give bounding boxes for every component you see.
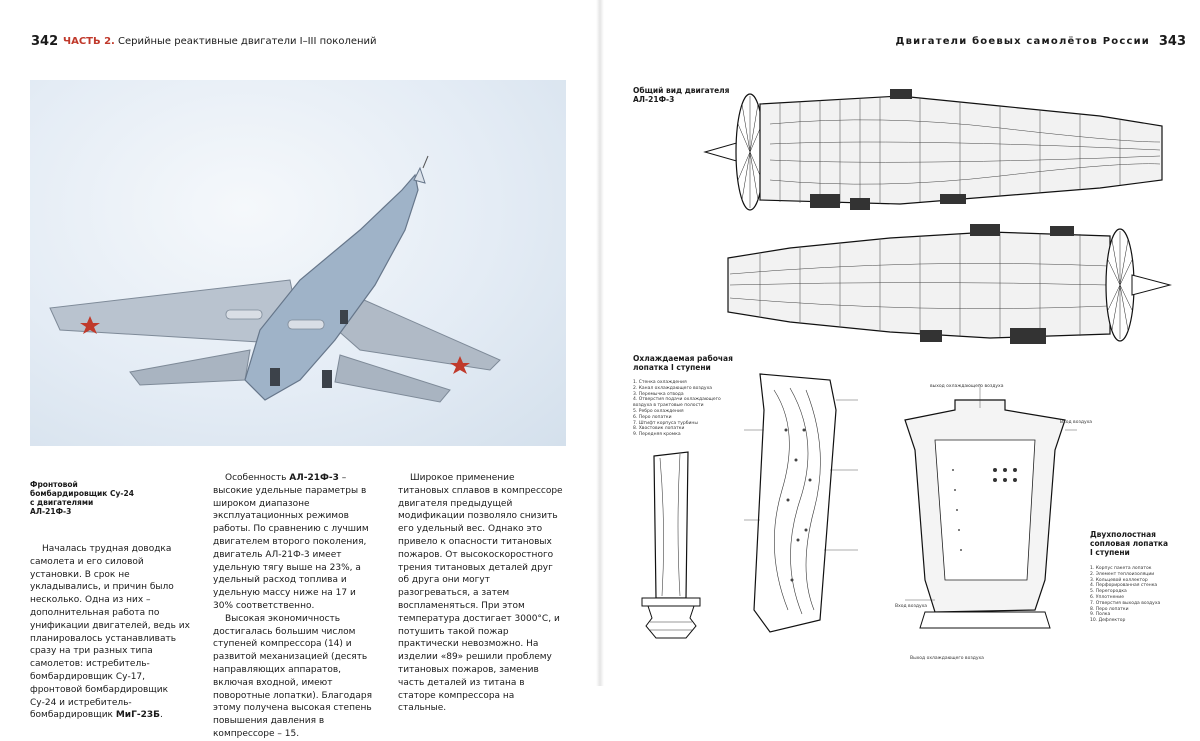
legend-item: 8. Перо лопатки — [1090, 606, 1129, 612]
nozzle-label-side: Вход воздуха — [1060, 420, 1093, 425]
general-view-caption: Общий вид двигателя АЛ-21Ф-3 — [633, 86, 730, 104]
paragraph — [30, 543, 190, 722]
legend-item: 7. Отверстия выхода воздуха — [1090, 600, 1161, 606]
text-column-2 — [213, 472, 375, 741]
legend-item: 1. Стенка охлаждения — [633, 380, 687, 385]
nozzle-legend — [1090, 566, 1195, 624]
legend-item: 2. Канал охлаждающего воздуха — [633, 385, 712, 391]
legend-item: 2. Элемент теплоизоляции — [1090, 571, 1155, 577]
engine-drawing-bottom — [720, 218, 1180, 352]
legend-item: 8. Хвостовик лопатки — [633, 426, 685, 432]
nozzle-label-bottom-left: Вход воздуха — [895, 604, 928, 609]
text-column-1 — [30, 543, 190, 722]
right-page-number: 343 — [1158, 34, 1186, 49]
chapter-label: ЧАСТЬ 2. — [63, 36, 115, 47]
blade-legend — [633, 380, 728, 438]
text-run: . — [159, 710, 163, 721]
nozzle-blade-drawing — [895, 380, 1080, 650]
text-bold: МиГ-23Б — [115, 710, 160, 721]
paragraph: Высокая экономичность достигалась большим числом ступеней компрессора (14) и развитой механизацией (десять направляющих аппаратов, включая входной, имеют поворотные лопатки). Благодаря этому получена высокая степень повышения давления в компрессоре – 15. — [213, 613, 373, 739]
text-bold: АЛ-21Ф-3 — [289, 473, 339, 483]
legend-item: 3. Кольцевой коллектор — [1090, 577, 1148, 583]
blade-outline-drawing — [636, 448, 706, 644]
legend-item: 10. Дефлектор — [1090, 618, 1126, 624]
nozzle-label-top: выход охлаждающего воздуха — [930, 384, 1004, 389]
blade-section-drawing — [740, 370, 870, 640]
aircraft-photo — [30, 80, 566, 446]
legend-item: 3. Перемычка отвода — [633, 391, 684, 397]
right-running-head: Двигатели боевых самолётов России — [895, 36, 1150, 47]
page-gutter — [596, 0, 604, 686]
legend-item: 4. Перфорированная стенка — [1090, 583, 1158, 589]
legend-item: 1. Корпус пакета лопаток — [1090, 566, 1152, 571]
legend-item: 7. Штифт корпуса турбины — [633, 420, 698, 426]
photo-caption: Фронтовой бомбардировщик Су-24 с двигателями АЛ-21Ф-3 — [30, 480, 134, 516]
left-running-head — [63, 36, 377, 47]
left-page-number: 342 — [31, 34, 59, 49]
text-column-3 — [398, 472, 564, 715]
legend-item: воздуха в трактовые полости — [633, 403, 704, 409]
text-run: – высокие удельные параметры в широком диапазоне эксплуатационных режимов работы. По сравнению с лучшим двигателем второго поколения, двигатель АЛ-21Ф-3 имеет удельную тягу выше на 23%, а удельный расход топлива и удельную массу ниже на 17 и 30% соответственно. — [213, 473, 369, 611]
text-run: Особенность — [225, 473, 290, 483]
legend-item: 5. Ребро охлаждения — [633, 408, 684, 414]
text-run: Началась трудная доводка самолета и его силовой установки. В срок не укладывались, и причин было несколько. Одна из них – дополнительная работа по унификации двигателей, ведь их планировалось устанавливать сразу на три разных типа самолетов: истребитель-бомбардировщик Су-17, фронтовой бомбардировщик Су-24 и истребитель-бомбардировщик — [30, 544, 190, 721]
engine-drawing-top — [700, 84, 1170, 220]
legend-item: 9. Передняя кромка — [633, 432, 681, 438]
cooled-blade-caption: Охлаждаемая рабочая лопатка I ступени — [633, 354, 733, 372]
chapter-title: Серийные реактивные двигатели I–III поколений — [114, 36, 377, 47]
nozzle-label-bottom: Выход охлаждающего воздуха — [910, 656, 984, 661]
legend-item: 9. Полка — [1090, 612, 1111, 618]
paragraph — [213, 472, 375, 613]
legend-item: 6. Перо лопатки — [633, 414, 672, 420]
legend-item: 4. Отверстия подачи охлаждающего — [633, 397, 721, 403]
nozzle-blade-caption: Двухполостная сопловая лопатка I ступени — [1090, 530, 1169, 557]
legend-item: 5. Перегородка — [1090, 589, 1127, 595]
paragraph: Широкое применение титановых сплавов в компрессоре двигателя предыдущей модификации позволяло снизить его удельный вес. Однако это привело к опасности титановых пожаров. От высокоскоростного трения титановых деталей друг об друга они могут разогреваться, а затем воспламеняться. При этом температура достигает 3000°С, и потушить такой пожар практически невозможно. На изделии «89» решили проблему титановых пожаров, заменив часть деталей из титана в статоре компрессора на стальные. — [398, 473, 563, 714]
legend-item: 6. Уплотнение — [1090, 594, 1125, 600]
